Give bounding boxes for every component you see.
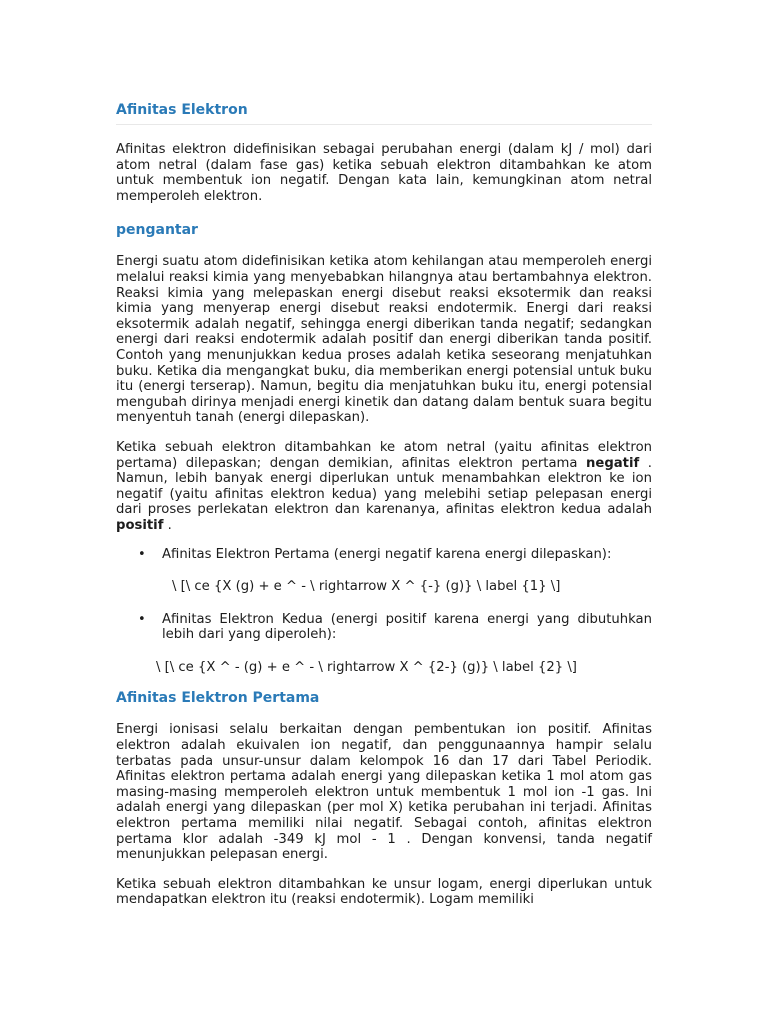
list-item-text: Afinitas Elektron Kedua (energi positif karena energi yang dibutuhkan lebih dari yang diperoleh): [162,611,652,643]
bold-term-positif: positif [116,517,164,533]
paragraph-energi: Energi suatu atom didefinisikan ketika atom kehilangan atau memperoleh energi melalui reaksi kimia yang menyebabkan hilangnya atau bertambahnya elektron. Reaksi kimia yang melepaskan energi disebut reaksi eksotermik dan reaksi kimia yang menyerap energi disebut reaksi endotermik. Energi dari reaksi eksotermik adalah negatif, sehingga energi diberikan tanda negatif; sedangkan energi dari reaksi endotermik adalah positif dan energi diberikan tanda positif. Contoh yang menunjukkan kedua proses adalah ketika seseorang menjatuhkan buku. Ketika dia mengangkat buku, dia memberikan energi potensial untuk buku itu (energi terserap). Namun, begitu dia menjatuhkan buku itu, energi potensial mengubah dirinya menjadi energi kinetik dan datang dalam bentuk suara begitu menyentuh tanah (energi dilepaskan). [116,254,652,426]
bullet-icon: • [138,547,146,563]
bullet-icon: • [138,611,146,627]
section-heading-pengantar: pengantar [116,222,198,239]
text-part: . [163,517,172,533]
bold-term-negatif: negatif [586,455,640,471]
list-item [116,547,652,563]
section-heading-afinitas-elektron-pertama: Afinitas Elektron Pertama [116,690,320,707]
text-part: . Namun, lebih banyak energi diperlukan untuk menambahkan elektron ke ion negatif (yaitu afinitas elektron kedua) yang melebihi setiap pelepasan energi dari proses perlekatan elektron dan karenanya, afinitas elektron kedua adalah [116,455,652,518]
text-part: Ketika sebuah elektron ditambahkan ke atom netral (yaitu afinitas elektron pertama) dilepaskan; dengan demikian, afinitas elektron pertama [116,439,652,471]
list-item-text: Afinitas Elektron Pertama (energi negatif karena energi dilepaskan): [162,547,612,563]
bullet-list [116,612,652,643]
bullet-list [116,547,652,563]
paragraph-unsur-logam: Ketika sebuah elektron ditambahkan ke unsur logam, energi diperlukan untuk mendapatkan elektron itu (reaksi endotermik). Logam memiliki [116,876,652,908]
paragraph-energi-ionisasi: Energi ionisasi selalu berkaitan dengan pembentukan ion positif. Afinitas elektron adalah ekuivalen ion negatif, dan penggunaannya hampir selalu terbatas pada unsur-unsur dalam kelompok 16 dan 17 dari Tabel Periodik. Afinitas elektron pertama adalah energi yang dilepaskan ketika 1 mol atom gas masing-masing memperoleh elektron untuk membentuk 1 mol ion -1 gas. Ini adalah energi yang dilepaskan (per mol X) ketika perubahan ini terjadi. Afinitas elektron pertama memiliki nilai negatif. Sebagai contoh, afinitas elektron pertama klor adalah -349 kJ mol - 1 . Dengan konvensi, tanda negatif menunjukkan pelepasan energi. [116,722,652,863]
paragraph-elektron-ditambahkan [116,440,652,534]
formula-1: \ [\ ce {X (g) + e ^ - \ rightarrow X ^ {-} (g)} \ label {1} \] [172,579,561,595]
formula-2: \ [\ ce {X ^ - (g) + e ^ - \ rightarrow X ^ {2-} (g)} \ label {2} \] [156,659,577,675]
intro-paragraph: Afinitas elektron didefinisikan sebagai perubahan energi (dalam kJ / mol) dari atom netral (dalam fase gas) ketika sebuah elektron ditambahkan ke atom untuk membentuk ion negatif. Dengan kata lain, kemungkinan atom netral memperoleh elektron. [116,142,652,204]
list-item [116,612,652,643]
page-title: Afinitas Elektron [116,100,652,125]
